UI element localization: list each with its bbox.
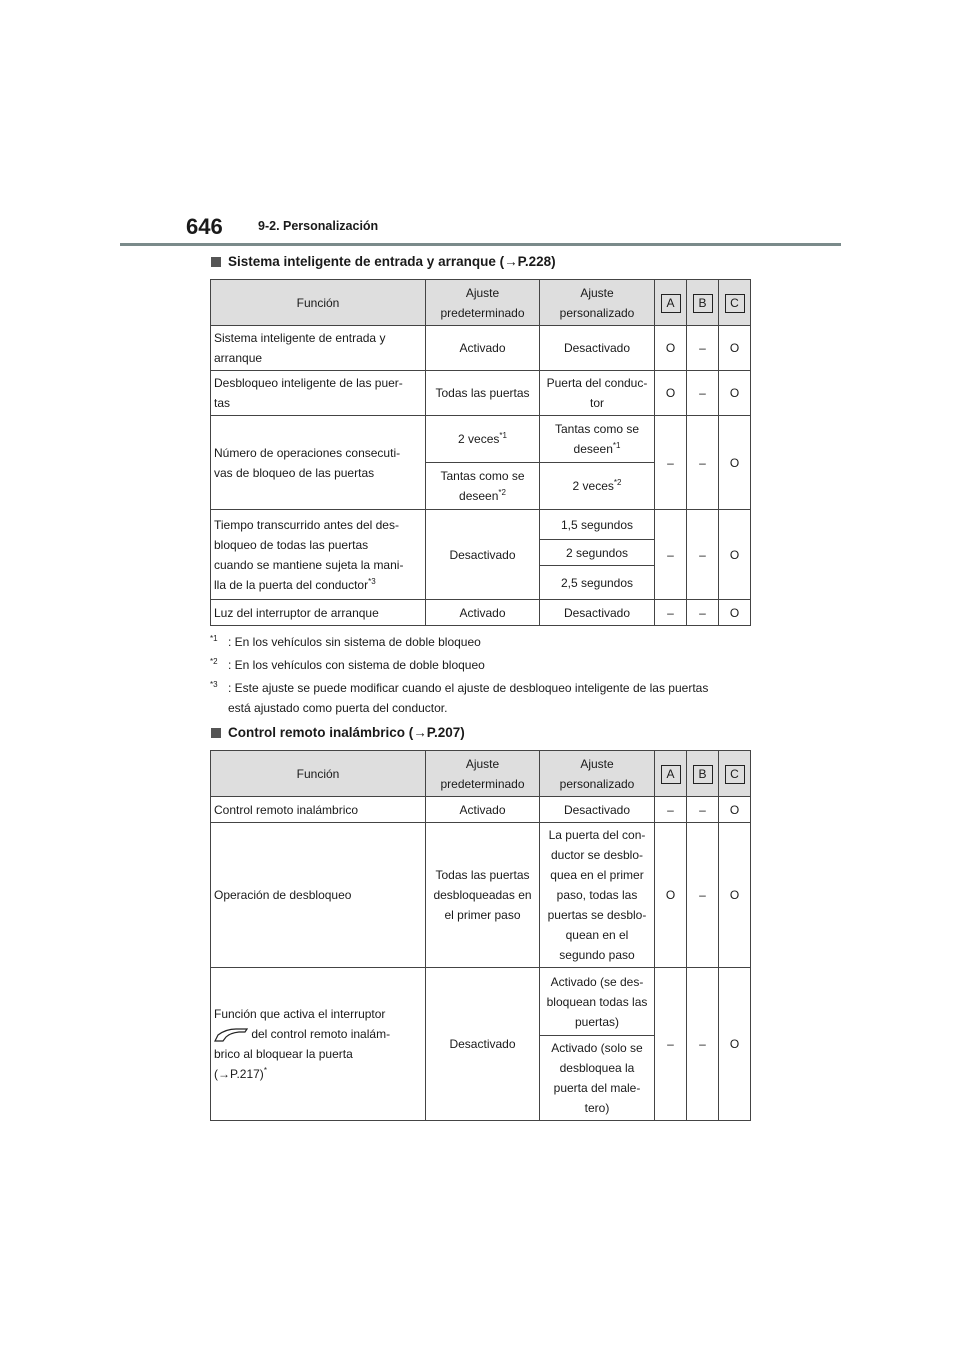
table-header-row (211, 751, 751, 797)
row-b: – (687, 797, 719, 823)
page-number: 646 (186, 214, 223, 239)
header-a: A (655, 751, 687, 797)
intelligent-entry-table (210, 279, 751, 626)
row-default: 2 veces$^{*1}$ (426, 416, 540, 463)
row-b: – (687, 823, 719, 968)
row-default: Todas las puertas (426, 371, 540, 416)
row-c: O (719, 823, 751, 968)
square-bullet-icon (211, 257, 221, 267)
row-a: – (655, 600, 687, 626)
row-custom: 2,5 segundos (540, 566, 655, 600)
table-row (211, 510, 751, 540)
row-a: O (655, 371, 687, 416)
row-function: Desbloqueo inteligente de las puer- tas (211, 371, 426, 416)
footnote-2: $^{*2}$ : En los vehículos con sistema de doble bloqueo (210, 657, 485, 672)
row-a: – (655, 968, 687, 1121)
row-c: O (719, 600, 751, 626)
row-b: – (687, 968, 719, 1121)
table-header-row (211, 280, 751, 326)
header-custom: Ajuste personalizado (540, 280, 655, 326)
row-c: O (719, 326, 751, 371)
section1-heading (211, 254, 556, 269)
row-custom: La puerta del con- ductor se desblo- quea en el primer paso, todas las puertas se desblo- quean en el segundo paso (540, 823, 655, 968)
table-row (211, 371, 751, 416)
row-custom: 2 veces$^{*2}$ (540, 463, 655, 510)
row-b: – (687, 600, 719, 626)
header-c: C (719, 751, 751, 797)
row-function: Operación de desbloqueo (211, 823, 426, 968)
section1-title: Sistema inteligente de entrada y arranque (→P.228) (228, 254, 556, 269)
table-row (211, 416, 751, 463)
row-a: – (655, 416, 687, 510)
section2-title: Control remoto inalámbrico (→P.207) (228, 725, 465, 740)
row-function: Función que activa el interruptor del control remoto inalám- brico al bloquear la puerta (→P.217)* (211, 968, 426, 1121)
footnotes (210, 632, 750, 721)
row-function: Número de operaciones consecuti- vas de bloqueo de las puertas (211, 416, 426, 510)
row-custom: Desactivado (540, 600, 655, 626)
header-function: Función (211, 751, 426, 797)
header-b: B (687, 280, 719, 326)
section-title: 9-2. Personalización (258, 219, 379, 233)
row-default: Activado (426, 600, 540, 626)
row-function: Control remoto inalámbrico (211, 797, 426, 823)
row-c: O (719, 416, 751, 510)
row-default: Tantas como se deseen$^{*2}$ (426, 463, 540, 510)
row-b: – (687, 510, 719, 600)
table-row (211, 968, 751, 1036)
row-custom: Puerta del conduc- tor (540, 371, 655, 416)
row-a: O (655, 823, 687, 968)
row-default: Activado (426, 797, 540, 823)
row-custom: Tantas como se deseen$^{*1}$ (540, 416, 655, 463)
row-c: O (719, 968, 751, 1121)
row-function: Sistema inteligente de entrada y arranque (211, 326, 426, 371)
header-default: Ajuste predeterminado (426, 751, 540, 797)
row-custom: 1,5 segundos (540, 510, 655, 540)
header-function: Función (211, 280, 426, 326)
row-default: Desactivado (426, 968, 540, 1121)
header-divider (120, 243, 841, 246)
row-function: Tiempo transcurrido antes del des- bloqueo de todas las puertas cuando se mantiene sujeta la mani- lla de la puerta del conductor$^{*3}$ (211, 510, 426, 600)
footnote-3: $^{*3}$ : Este ajuste se puede modificar cuando el ajuste de desbloqueo inteligente de las puertas está ajustado como puerta del conductor. (210, 680, 709, 715)
row-b: – (687, 371, 719, 416)
row-a: O (655, 326, 687, 371)
row-c: O (719, 510, 751, 600)
row-custom: 2 segundos (540, 540, 655, 566)
row-default: Desactivado (426, 510, 540, 600)
row-c: O (719, 797, 751, 823)
row-function: Luz del interruptor de arranque (211, 600, 426, 626)
row-default: Todas las puertas desbloqueadas en el primer paso (426, 823, 540, 968)
footnote-1: $^{*1}$ : En los vehículos sin sistema de doble bloqueo (210, 634, 481, 649)
table-row (211, 797, 751, 823)
row-a: – (655, 510, 687, 600)
header-custom: Ajuste personalizado (540, 751, 655, 797)
row-c: O (719, 371, 751, 416)
row-custom: Activado (se des- bloquean todas las puertas) (540, 968, 655, 1036)
table-row (211, 600, 751, 626)
section2-heading (211, 725, 465, 740)
square-bullet-icon (211, 728, 221, 738)
row-custom: Activado (solo se desbloquea la puerta del male- tero) (540, 1036, 655, 1121)
row-custom: Desactivado (540, 797, 655, 823)
car-back-door-icon (214, 1027, 248, 1043)
wireless-remote-table (210, 750, 751, 1121)
header-c: C (719, 280, 751, 326)
row-b: – (687, 416, 719, 510)
header-b: B (687, 751, 719, 797)
header-default: Ajuste predeterminado (426, 280, 540, 326)
row-default: Activado (426, 326, 540, 371)
table-row (211, 326, 751, 371)
header-a: A (655, 280, 687, 326)
table-row (211, 823, 751, 968)
row-b: – (687, 326, 719, 371)
row-a: – (655, 797, 687, 823)
row-custom: Desactivado (540, 326, 655, 371)
